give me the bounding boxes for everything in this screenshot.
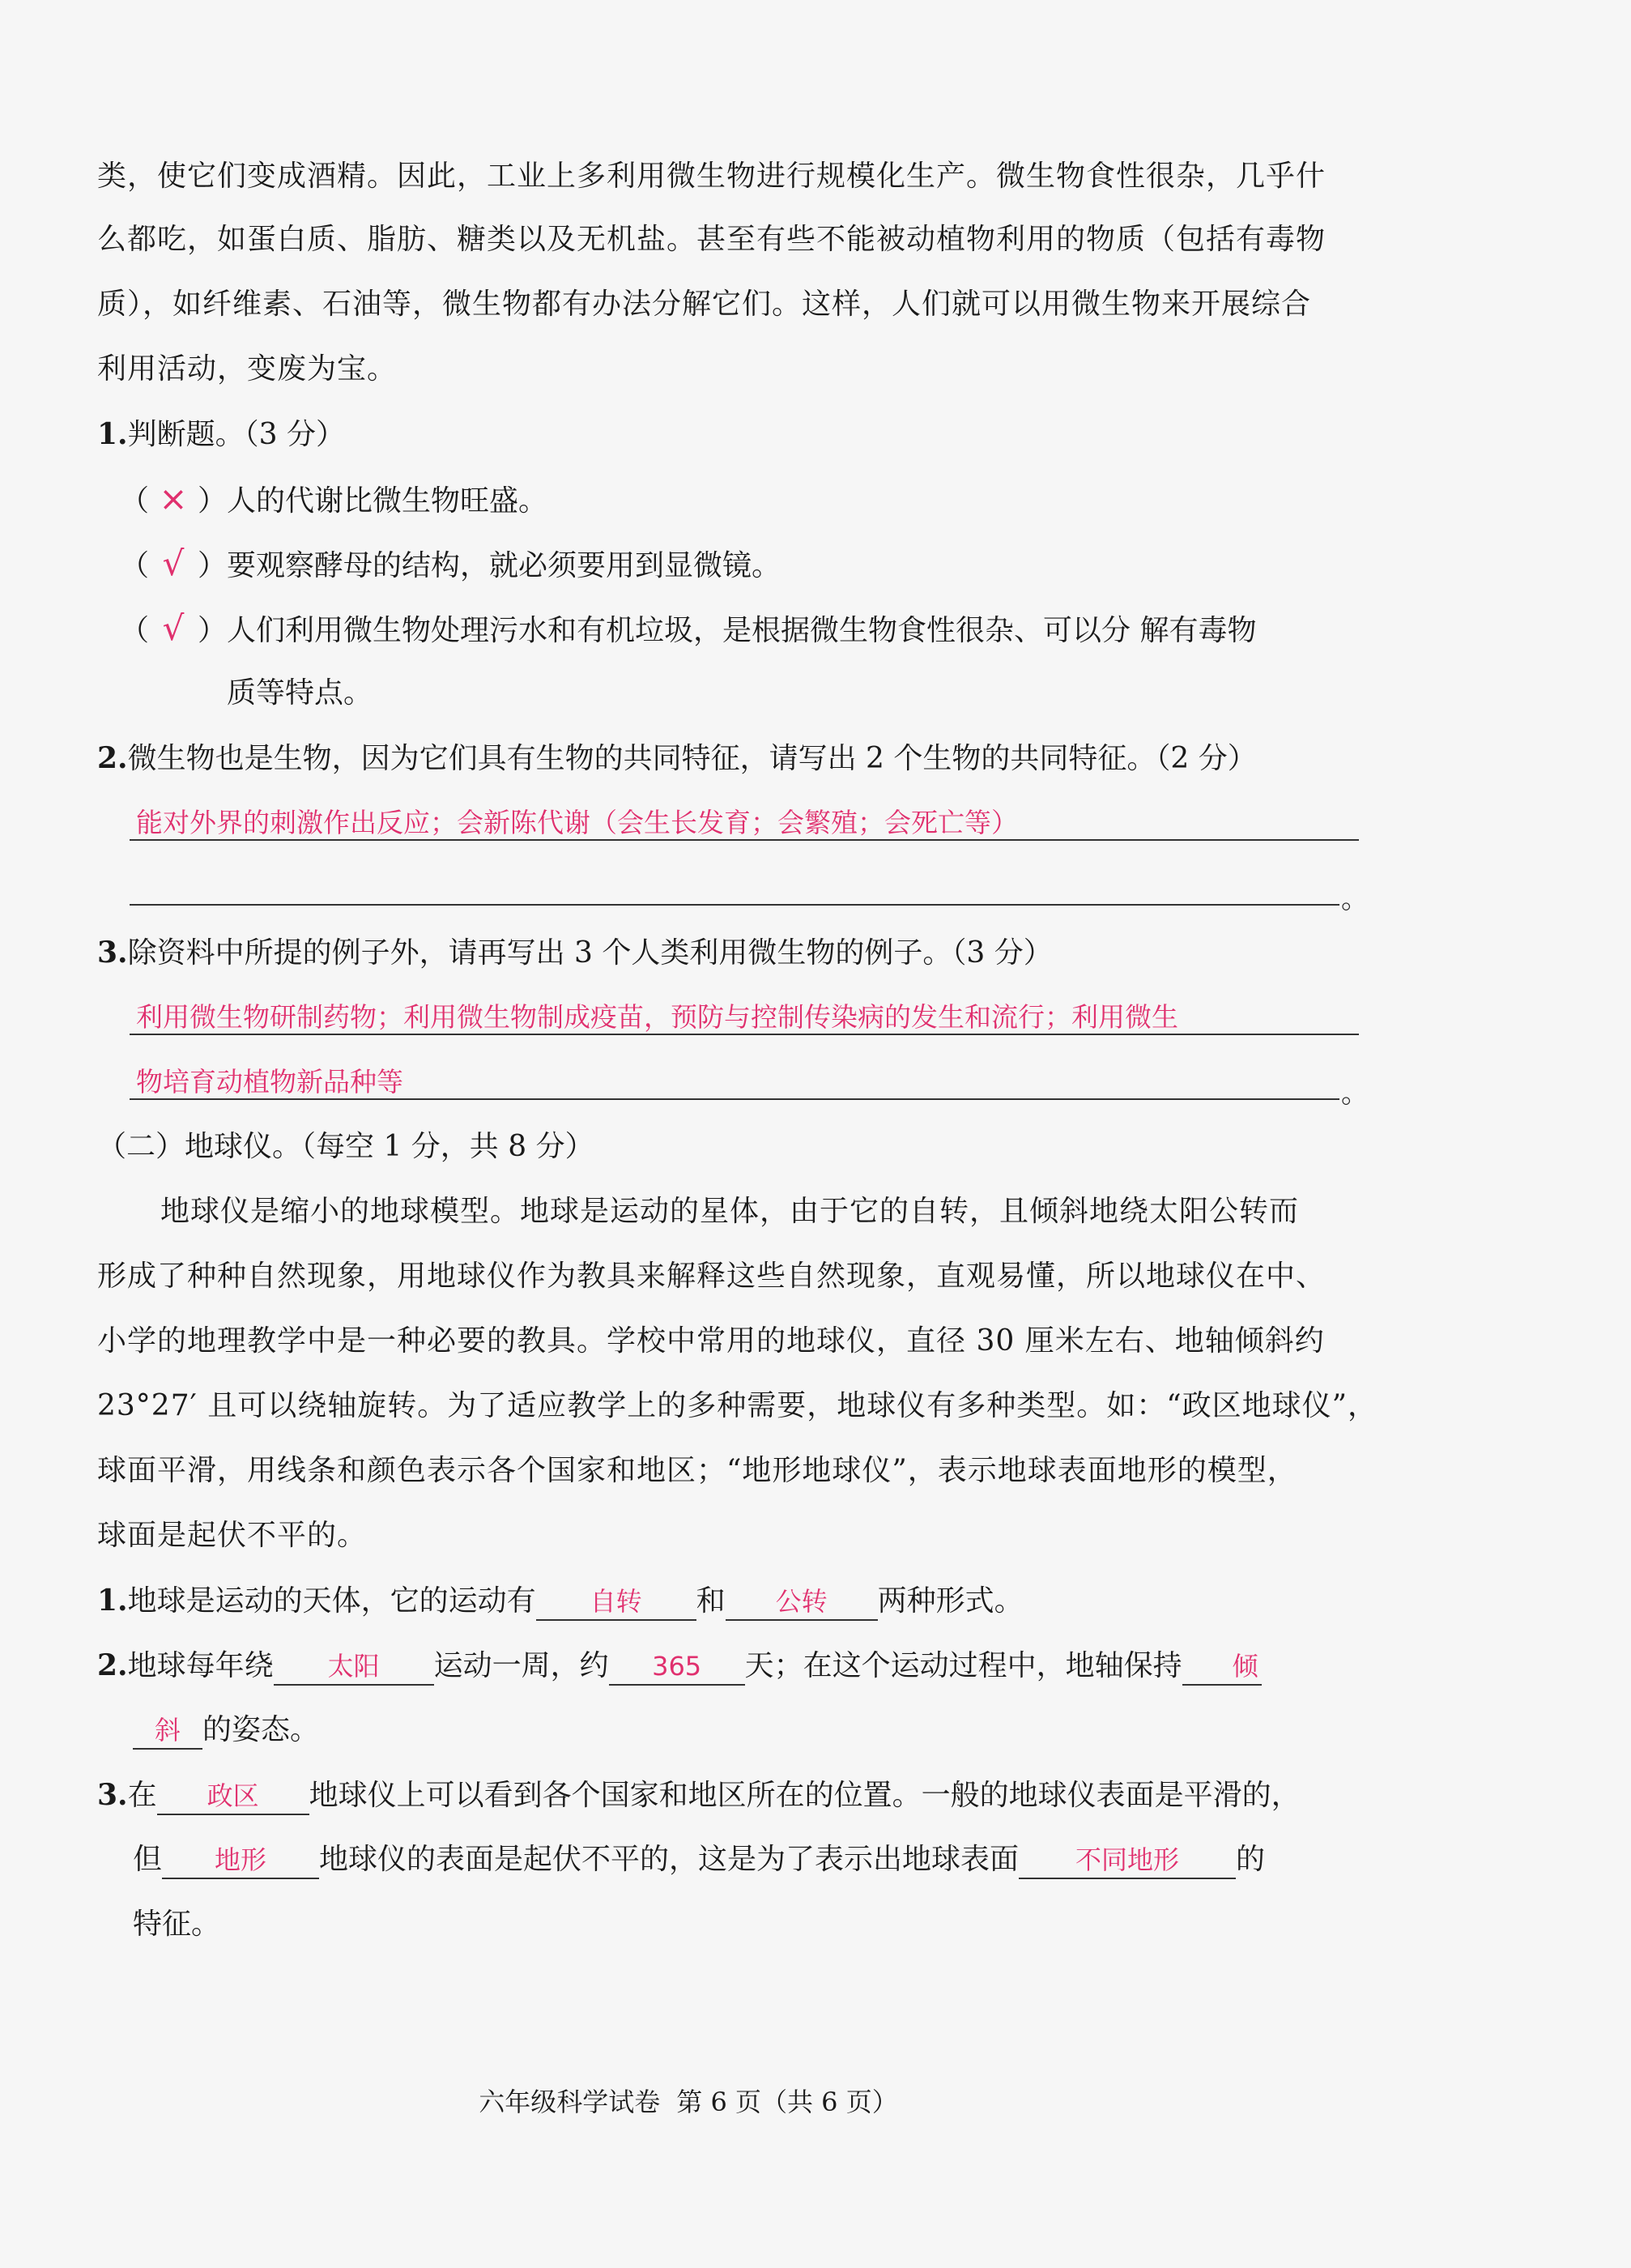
cross-mark-icon: × <box>159 479 188 518</box>
judge-item: （ √ ）要观察酵母的结构，就必须要用到显微镜。 <box>120 544 781 583</box>
passage-line: 利用活动，变废为宝。 <box>97 352 398 386</box>
passage-line: 质），如纤维素、石油等，微生物都有办法分解它们。这样，人们就可以用微生物来开展综合 <box>97 288 1312 321</box>
fill-blank: 斜 <box>133 1712 202 1750</box>
question-number: 1. <box>97 417 128 451</box>
judge-item: （ × ）人的代谢比微生物旺盛。 <box>120 479 548 518</box>
question-text: 微生物也是生物，因为它们具有生物的共同特征，请写出 2 个生物的共同特征。（2 分） <box>127 742 1257 775</box>
passage-line: 球面是起伏不平的。 <box>97 1519 368 1552</box>
question-text: 判断题。（3 分） <box>127 418 345 451</box>
fill-blank: 太阳 <box>274 1648 434 1686</box>
check-mark-icon: √ <box>162 544 185 583</box>
judge-text: 人的代谢比微生物旺盛。 <box>227 484 548 518</box>
passage-line: 类，使它们变成酒精。因此，工业上多利用微生物进行规模化生产。微生物食性很杂，几乎什 <box>97 160 1327 193</box>
period: 。 <box>1341 1077 1369 1110</box>
judge-text: 人们利用微生物处理污水和有机垃圾，是根据微生物食性很杂、可以分 解有毒物 <box>227 614 1257 647</box>
passage-line: 形成了种种自然现象，用地球仪作为教具来解释这些自然现象，直观易懂，所以地球仪在中、 <box>97 1260 1327 1293</box>
passage-line: 小学的地理教学中是一种必要的教具。学校中常用的地球仪，直径 30 厘米左右、地轴倾斜约 <box>97 1324 1325 1358</box>
section-title: （二）地球仪。（每空 1 分，共 8 分） <box>97 1130 594 1163</box>
fill-question-3: 3.在 政区 地球仪上可以看到各个国家和地区所在的位置。一般的地球仪表面是平滑的， <box>97 1777 1361 1815</box>
exam-title: 六年级科学试卷 <box>479 2087 661 2117</box>
fill-blank: 地形 <box>162 1842 319 1879</box>
answer-handwriting: 能对外界的刺激作出反应；会新陈代谢（会生长发育；会繁殖；会死亡等） <box>136 807 1018 838</box>
fill-blank: 公转 <box>726 1584 878 1621</box>
fill-question-2-cont: 斜 的姿态。 <box>133 1712 1396 1750</box>
period: 。 <box>1341 883 1369 915</box>
answer-handwriting: 利用微生物研制药物；利用微生物制成疫苗，预防与控制传染病的发生和流行；利用微生 <box>136 1001 1178 1033</box>
passage-line: 地球仪是缩小的地球模型。地球是运动的星体，由于它的自转，且倾斜地绕太阳公转而 <box>160 1195 1300 1228</box>
passage-line: 23°27′ 且可以绕轴旋转。为了适应教学上的多种需要，地球仪有多种类型。如：“政区地球仪”， <box>97 1389 1378 1422</box>
fill-blank: 不同地形 <box>1019 1842 1236 1879</box>
fill-blank: 政区 <box>157 1778 309 1815</box>
question-2 <box>97 740 1361 777</box>
question-number: 3. <box>97 936 128 970</box>
question-text: 除资料中所提的例子外，请再写出 3 个人类利用微生物的例子。（3 分） <box>127 936 1053 970</box>
passage-line: 么都吃，如蛋白质、脂肪、糖类以及无机盐。甚至有些不能被动植物利用的物质（包括有毒物 <box>97 223 1327 256</box>
answer-line <box>130 904 1339 906</box>
fill-question-1: 1.地球是运动的天体，它的运动有 自转 和 公转 两种形式。 <box>97 1583 1361 1621</box>
passage-line: 球面平滑，用线条和颜色表示各个国家和地区；“地形地球仪”，表示地球表面地形的模型， <box>97 1454 1297 1487</box>
fill-question-3-end: 特征。 <box>133 1908 221 1941</box>
fill-question-2: 2.地球每年绕 太阳 运动一周，约 365 天；在这个运动过程中，地轴保持 倾 <box>97 1648 1361 1686</box>
judge-text: 要观察酵母的结构，就必须要用到显微镜。 <box>227 549 781 582</box>
fill-blank: 365 <box>609 1648 745 1686</box>
check-mark-icon: √ <box>162 608 185 648</box>
page-number: 第 6 页（共 6 页） <box>676 2087 898 2117</box>
page-footer <box>0 2082 1377 2119</box>
question-3 <box>97 935 1361 971</box>
answer-line <box>130 839 1359 841</box>
fill-blank: 自转 <box>536 1584 696 1621</box>
judge-text-cont: 质等特点。 <box>227 676 373 710</box>
answer-line <box>130 1098 1339 1100</box>
judge-item: （ √ ）人们利用微生物处理污水和有机垃圾，是根据微生物食性很杂、可以分 解有毒物 <box>120 608 1257 648</box>
question-1 <box>97 416 1361 453</box>
question-number: 2. <box>97 741 128 775</box>
answer-handwriting: 物培育动植物新品种等 <box>136 1066 403 1098</box>
fill-blank: 倾 <box>1182 1648 1262 1686</box>
fill-question-3-cont: 但 地形 地球仪的表面是起伏不平的，这是为了表示出地球表面 不同地形 的 <box>133 1842 1396 1879</box>
answer-line <box>130 1034 1359 1035</box>
